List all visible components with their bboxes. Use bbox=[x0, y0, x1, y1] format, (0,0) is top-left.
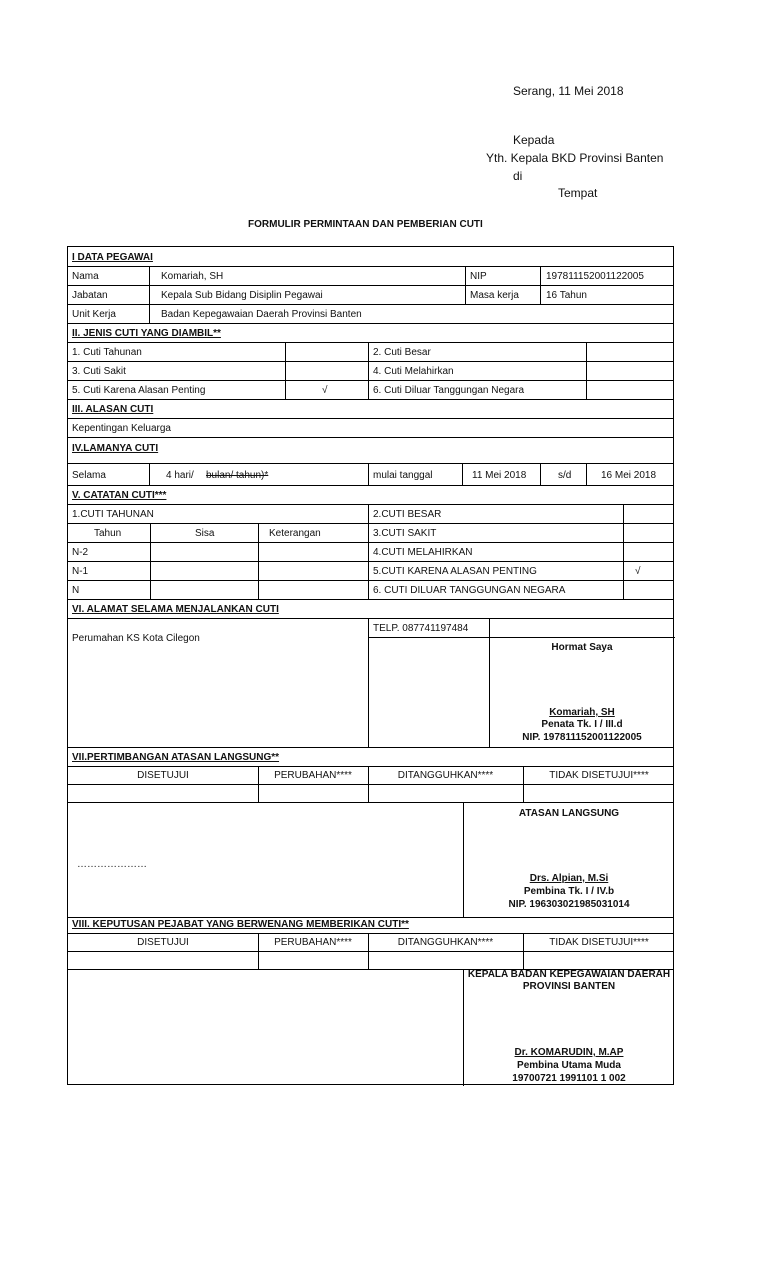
unit-kerja-value: Badan Kepegawaian Daerah Provinsi Banten bbox=[161, 309, 362, 320]
check-mark: √ bbox=[635, 566, 641, 577]
section2-heading: II. JENIS CUTI YANG DIAMBIL** bbox=[72, 328, 221, 339]
section1-heading: I DATA PEGAWAI bbox=[72, 252, 153, 263]
official-name: Dr. KOMARUDIN, M.AP bbox=[514, 1047, 624, 1058]
section3-heading: III. ALASAN CUTI bbox=[72, 404, 154, 415]
section8-heading: VIII. KEPUTUSAN PEJABAT YANG BERWENANG MEMBERIKAN CUTI** bbox=[72, 919, 409, 930]
year-row-label: N-1 bbox=[72, 566, 89, 577]
jabatan-value: Kepala Sub Bidang Disiplin Pegawai bbox=[161, 290, 323, 301]
notes-dots: ………………… bbox=[77, 859, 147, 870]
section4-heading: IV.LAMANYA CUTI bbox=[72, 443, 159, 454]
masa-kerja-value: 16 Tahun bbox=[546, 290, 587, 301]
col-tahun: Tahun bbox=[94, 528, 122, 539]
leave-note-item: 4.CUTI MELAHIRKAN bbox=[373, 547, 473, 558]
di-text: di bbox=[513, 169, 523, 183]
official-nip: 19700721 1991101 1 002 bbox=[512, 1073, 626, 1084]
unit-kerja-label: Unit Kerja bbox=[72, 309, 116, 320]
start-date: 11 Mei 2018 bbox=[472, 470, 527, 481]
nip-label: NIP bbox=[470, 271, 487, 282]
atasan-nip: NIP. 196303021985031014 bbox=[508, 899, 630, 910]
leave-type-item: 2. Cuti Besar bbox=[373, 347, 431, 358]
year-row-label: N bbox=[72, 585, 80, 596]
leave-note-item: 2.CUTI BESAR bbox=[373, 509, 442, 520]
nama-label: Nama bbox=[72, 271, 99, 282]
col-disetujui: DISETUJUI bbox=[137, 770, 189, 781]
kepada-text: Kepada bbox=[513, 133, 555, 147]
col-keterangan: Keterangan bbox=[269, 528, 321, 539]
atasan-name: Drs. Alpian, M.Si bbox=[529, 873, 609, 884]
jabatan-label: Jabatan bbox=[72, 290, 108, 301]
leave-note-item: 5.CUTI KARENA ALASAN PENTING bbox=[373, 566, 537, 577]
section5-heading: V. CATATAN CUTI*** bbox=[72, 490, 167, 501]
col-perubahan: PERUBAHAN**** bbox=[274, 937, 352, 948]
recipient-text: Yth. Kepala BKD Provinsi Banten bbox=[486, 151, 664, 165]
leave-type-item: 5. Cuti Karena Alasan Penting bbox=[72, 385, 206, 396]
official-title-line1: KEPALA BADAN KEPEGAWAIAN DAERAH bbox=[467, 969, 671, 980]
col-ditangguhkan: DITANGGUHKAN**** bbox=[397, 937, 494, 948]
hormat-saya: Hormat Saya bbox=[551, 642, 613, 653]
col-ditangguhkan: DITANGGUHKAN**** bbox=[397, 770, 494, 781]
applicant-rank: Penata Tk. I / III.d bbox=[541, 719, 623, 730]
leave-type-item: 4. Cuti Melahirkan bbox=[373, 366, 454, 377]
col-disetujui: DISETUJUI bbox=[137, 937, 189, 948]
address-value: Perumahan KS Kota Cilegon bbox=[72, 633, 200, 644]
col-tidak-disetujui: TIDAK DISETUJUI**** bbox=[549, 937, 649, 948]
selama-label: Selama bbox=[72, 470, 106, 481]
reason-value: Kepentingan Keluarga bbox=[72, 423, 171, 434]
duration-unit-struck: bulan/ tahun)* bbox=[206, 470, 269, 481]
leave-type-item: 1. Cuti Tahunan bbox=[72, 347, 142, 358]
place-date: Serang, 11 Mei 2018 bbox=[513, 84, 624, 98]
end-date: 16 Mei 2018 bbox=[601, 470, 657, 481]
nip-value: 197811152001122005 bbox=[546, 271, 644, 282]
section6-heading: VI. ALAMAT SELAMA MENJALANKAN CUTI bbox=[72, 604, 279, 615]
leave-type-item: 3. Cuti Sakit bbox=[72, 366, 126, 377]
official-rank: Pembina Utama Muda bbox=[517, 1060, 621, 1071]
official-title-line2: PROVINSI BANTEN bbox=[522, 981, 616, 992]
form-title: FORMULIR PERMINTAAN DAN PEMBERIAN CUTI bbox=[248, 219, 483, 230]
applicant-name: Komariah, SH bbox=[549, 707, 615, 718]
leave-request-form bbox=[67, 246, 674, 1085]
col-tidak-disetujui: TIDAK DISETUJUI**** bbox=[549, 770, 649, 781]
telp-value: TELP. 087741197484 bbox=[373, 623, 469, 634]
year-row-label: N-2 bbox=[72, 547, 89, 558]
nama-value: Komariah, SH bbox=[161, 271, 224, 282]
atasan-title: ATASAN LANGSUNG bbox=[518, 808, 620, 819]
tempat-text: Tempat bbox=[558, 186, 598, 200]
leave-type-item: 6. Cuti Diluar Tanggungan Negara bbox=[373, 385, 525, 396]
masa-kerja-label: Masa kerja bbox=[470, 290, 519, 301]
section7-heading: VII.PERTIMBANGAN ATASAN LANGSUNG** bbox=[72, 752, 280, 763]
check-mark: √ bbox=[322, 385, 328, 396]
applicant-nip: NIP. 197811152001122005 bbox=[522, 732, 642, 743]
leave-note-item: 3.CUTI SAKIT bbox=[373, 528, 437, 539]
cuti-tahunan-label: 1.CUTI TAHUNAN bbox=[72, 509, 154, 520]
col-sisa: Sisa bbox=[195, 528, 215, 539]
mulai-label: mulai tanggal bbox=[373, 470, 433, 481]
atasan-rank: Pembina Tk. I / IV.b bbox=[523, 886, 615, 897]
duration-number: 4 hari/ bbox=[166, 470, 194, 481]
leave-note-item: 6. CUTI DILUAR TANGGUNGAN NEGARA bbox=[373, 585, 566, 596]
col-perubahan: PERUBAHAN**** bbox=[274, 770, 352, 781]
sd-label: s/d bbox=[558, 470, 572, 481]
